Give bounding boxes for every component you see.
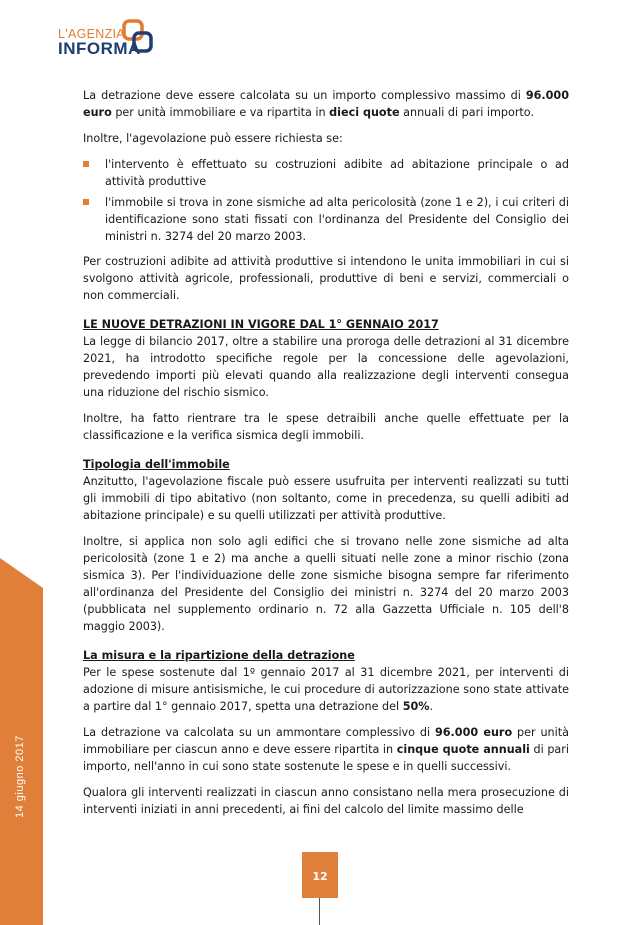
paragraph-continuation: Qualora gli interventi realizzati in ciascun anno consistano nella mera prosecuzione di interventi iniziati in anni precedenti, ai fini del calcolo del limite massimo delle <box>83 786 569 816</box>
bold-quotes: cinque quote annuali <box>396 743 530 756</box>
square-bullet-icon <box>83 199 89 205</box>
paragraph-max-amount <box>83 87 569 121</box>
bold-amount: 96.000 euro <box>434 726 513 739</box>
logo-line-1: L'AGENZIA <box>58 27 125 41</box>
bold-amount: 96.000 euro <box>83 89 569 119</box>
text: Per le spese sostenute dal 1º gennaio 2017 al 31 dicembre 2021, per interventi di adozione di misure antisismiche, le cui procedure di autorizzazione sono state attivate a partire dal 1° gennaio 2017, spetta una detrazione del <box>83 666 569 713</box>
conditions-list <box>83 156 569 245</box>
bold-quotes: dieci quote <box>329 106 400 119</box>
issue-date: 14 giugno 2017 <box>14 735 26 818</box>
list-item-text: l'intervento è effettuato su costruzioni adibite ad abitazione principale o ad attività produttive <box>105 158 569 188</box>
text: La detrazione deve essere calcolata su un importo complessivo massimo di <box>83 89 526 102</box>
text: per unità immobiliare per ciascun anno e deve essere ripartita in <box>83 726 569 756</box>
list-item <box>83 156 569 190</box>
paragraph-budget-law: La legge di bilancio 2017, oltre a stabilire una proroga delle detrazioni al 31 dicembre 2021, ha introdotto specifiche regole per la concessione delle agevolazioni, prevedendo importi più elevati quando alla realizzazione degli interventi consegua una riduzione del rischio sismico. <box>83 335 569 399</box>
list-item <box>83 194 569 245</box>
document-body <box>83 87 569 827</box>
text: di pari importo, nell'anno in cui sono state sostenute le spese e in quelli successivi. <box>83 743 569 773</box>
bold-rate: 50% <box>402 700 430 713</box>
text: annuali di pari importo. <box>399 106 535 119</box>
paragraph-seismic-classification: Inoltre, ha fatto rientrare tra le spese detraibili anche quelle effettuate per la classificazione e la verifica sismica degli immobili. <box>83 412 569 442</box>
logo-line-2: INFORMA <box>58 39 141 58</box>
agenzia-informa-logo <box>46 14 158 60</box>
paragraph-annual-quotes <box>83 724 569 775</box>
paragraph-seismic-zones: Inoltre, si applica non solo agli edifici che si trovano nelle zone sismiche ad alta pericolosità (zone 1 e 2) ma anche a quelli situati nelle zone a minor rischio (zona sismica 3). Per l'individuazione delle zone sismiche bisogna sempre far riferimento all'ordinanza del Presidente del Consiglio dei ministri n. 3274 del 20 marzo 2003 (pubblicata nel supplemento ordinario n. 72 alla Gazzetta Ufficiale n. 105 dell'8 maggio 2003). <box>83 535 569 633</box>
section-heading-new-deductions: LE NUOVE DETRAZIONI IN VIGORE DAL 1° GENNAIO 2017 <box>83 318 439 331</box>
page-number: 12 <box>302 852 338 898</box>
square-bullet-icon <box>83 161 89 167</box>
paragraph-deduction-rate <box>83 664 569 715</box>
text: . <box>429 700 434 713</box>
page-number-rule <box>319 898 320 925</box>
section-heading-measure: La misura e la ripartizione della detrazione <box>83 649 355 662</box>
paragraph-productive-activities: Per costruzioni adibite ad attività produttive si intendono le unita immobiliari in cui si svolgono attività agricole, professionali, produttive di beni e servizi, commerciali o non commerciali. <box>83 255 569 302</box>
text: La detrazione va calcolata su un ammontare complessivo di <box>83 726 435 739</box>
logo-mark-icon <box>122 19 154 55</box>
text: per unità immobiliare e va ripartita in <box>111 106 330 119</box>
paragraph-conditions-intro: Inoltre, l'agevolazione può essere richiesta se: <box>83 132 343 145</box>
paragraph-property-type: Anzitutto, l'agevolazione fiscale può essere usufruita per interventi realizzati su tutti gli immobili di tipo abitativo (non soltanto, come in precedenza, su quelli adibiti ad abitazione principale) e su quelli utilizzati per attività produttive. <box>83 475 569 522</box>
list-item-text: l'immobile si trova in zone sismiche ad alta pericolosità (zone 1 e 2), i cui criteri di identificazione sono stati fissati con l'ordinanza del Presidente del Consiglio dei ministri n. 3274 del 20 marzo 2003. <box>105 196 569 243</box>
section-heading-property-type: Tipologia dell'immobile <box>83 458 230 471</box>
